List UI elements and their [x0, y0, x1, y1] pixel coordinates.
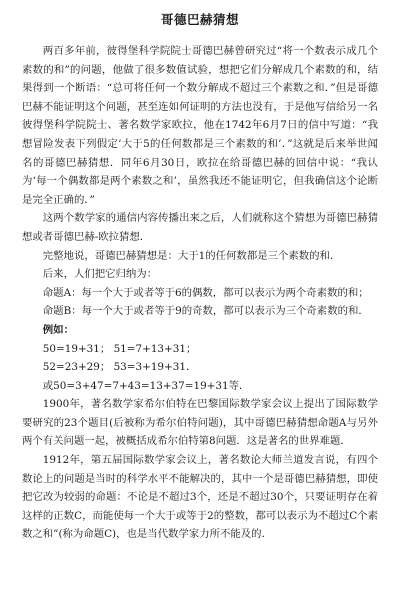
- example-heading: 例如：: [42, 323, 74, 336]
- example-line-2: 52=23+29； 53=3+19+31．: [42, 361, 197, 374]
- example-line-1: 50=19+31； 51=7+13+31；: [42, 342, 197, 355]
- paragraph-summary-intro: 后来，人们把它归纳为：: [42, 268, 158, 281]
- proposition-a: 命题A：每一个大于或者等于6的偶数，都可以表示为两个奇素数的和；: [42, 286, 369, 299]
- paragraph-naming: 这两个数学家的通信内容传播出来之后，人们就称这个猜想为哥德巴赫猜想或者哥德巴赫-欧拉猜想．: [22, 212, 378, 243]
- example-line-3: 或50=3+47=7+43=13+37=19+31等．: [42, 379, 250, 392]
- proposition-b: 命题B：每一个大于或者等于9的奇数，都可以表示为三个奇素数的和．: [42, 305, 369, 318]
- paragraph-history: 两百多年前，彼得堡科学院院士哥德巴赫曾研究过“将一个数表示成几个素数的和”的问题，他做了很多数值试验，想把它们分解成几个素数的和，结果得到一个断语：“总可将任何一个数分解成不超过三个素数之和．”但是哥德巴赫不能证明这个问题，甚至连如何证明的方法也没有，于是他写信给另一名彼得堡科学院院士、著名数学家欧拉，他在1742年6月7日的信中写道：“我想冒险发表下列假定‘大于5的任何数都是三个素数的和’．”这就是后来举世闻名的哥德巴赫猜想．同年6月30日，欧拉在给哥德巴赫的回信中说：“我认为‘每一个偶数都是两个素数之和’，虽然我还不能证明它，但我确信这个论断是完全正确的．”: [22, 45, 378, 206]
- document-title: 哥德巴赫猜想: [160, 12, 239, 27]
- paragraph-hilbert: 1900年，著名数学家希尔伯特在巴黎国际数学家会议上提出了国际数学要研究的23个题目(后被称为希尔伯特问题)，其中哥德巴赫猜想命题A与另外两个有关问题一起，被概括成希尔伯特第8问题．这是著名的世界难题．: [22, 398, 378, 448]
- paragraph-full-statement: 完整地说，哥德巴赫猜想是：大于1的任何数都是三个素数的和．: [42, 249, 341, 262]
- paragraph-landau: 1912年，第五届国际数学家会议上，著名数论大师兰道发言说，有四个数论上的问题是当时的科学水平不能解决的，其中一个是哥德巴赫猜想，即使把它改为较弱的命题：不论是不超过3个，还是不超过30个，只要证明存在着这样的正数C，而能使每一个大于或等于2的整数，都可以表示为不超过C个素数之和”(称为命题C)，也是当代数学家力所不能及的．: [22, 454, 378, 541]
